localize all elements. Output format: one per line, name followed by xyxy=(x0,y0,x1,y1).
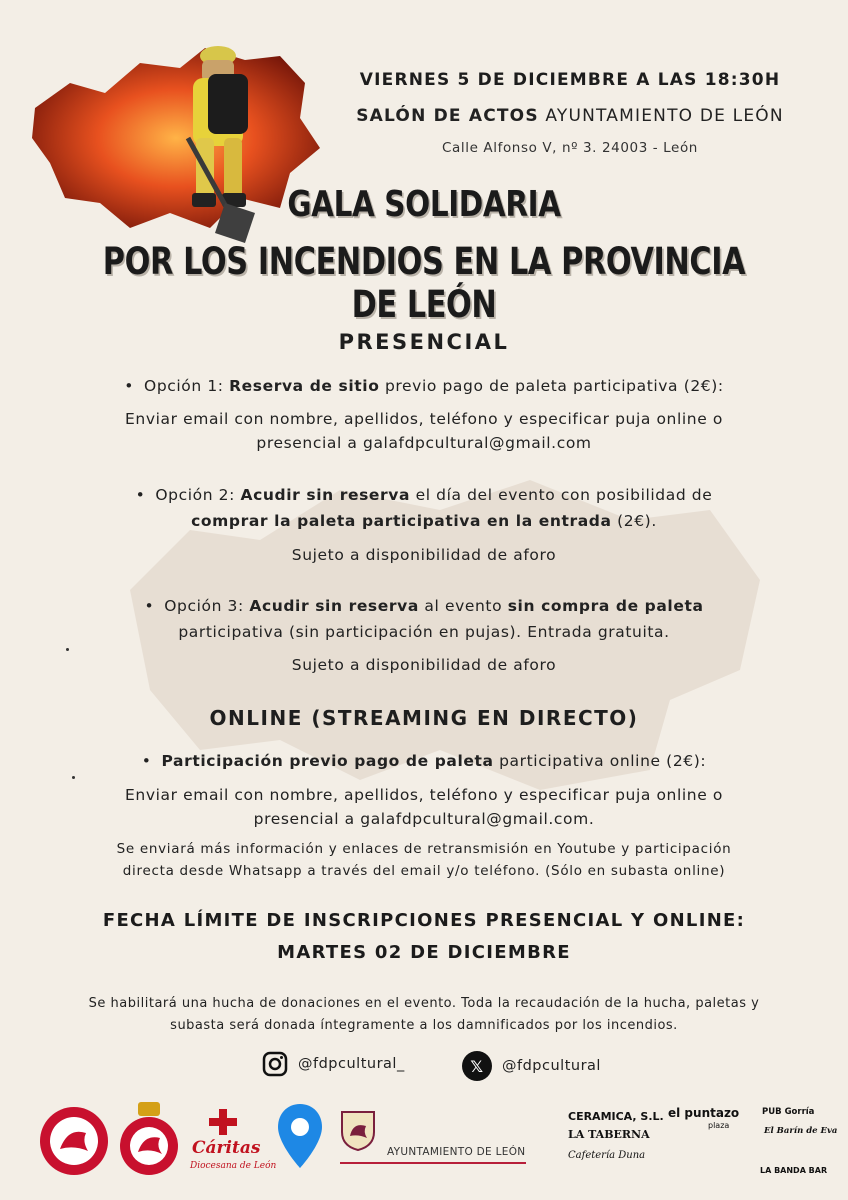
ayuntamiento-logo-rule xyxy=(340,1162,526,1164)
online-heading: ONLINE (STREAMING EN DIRECTO) xyxy=(209,706,639,730)
event-venue-rest: AYUNTAMIENTO DE LEÓN xyxy=(538,106,784,126)
main-subtitle: POR LOS INCENDIOS EN LA PROVINCIA DE LEÓN xyxy=(102,240,746,326)
sponsor-el-barin-de-eva: El Barín de Eva xyxy=(764,1126,838,1136)
event-date: VIERNES 5 DE DICIEMBRE A LAS 18:30H xyxy=(359,70,781,90)
option-1-label: Opción 1: xyxy=(144,377,230,395)
online-detail-2: presencial a galafdpcultural@gmail.com. xyxy=(253,810,595,828)
online-rest: participativa online (2€): xyxy=(493,752,707,770)
deadline-line-1: FECHA LÍMITE DE INSCRIPCIONES PRESENCIAL Y ONLINE: xyxy=(102,910,746,931)
federacion-penas-logo xyxy=(38,1105,110,1177)
option-1-bold: Reserva de sitio xyxy=(229,377,380,395)
stray-dot xyxy=(66,648,69,651)
online-bold: Participación previo pago de paleta xyxy=(161,752,494,770)
instagram-handle: @fdpcultural_ xyxy=(298,1056,405,1072)
option-1-detail-2: presencial a galafdpcultural@gmail.com xyxy=(256,434,592,452)
sponsor-la-taberna: LA TABERNA xyxy=(568,1128,650,1141)
option-1-detail-1: Enviar email con nombre, apellidos, teléfono y especificar puja online o xyxy=(125,410,723,428)
caritas-logo-text: Cáritas xyxy=(192,1138,261,1158)
option-2-bold-2: comprar la paleta participativa en la entrada xyxy=(191,512,612,530)
sponsor-pub-gorria: PUB Gorría xyxy=(762,1107,815,1117)
option-3-bold: Acudir sin reserva xyxy=(249,597,419,615)
option-2-price: (2€). xyxy=(611,512,657,530)
x-icon: 𝕏 xyxy=(462,1051,492,1081)
x-link[interactable] xyxy=(462,1051,601,1081)
ayuntamiento-logo-text: AYUNTAMIENTO DE LEÓN xyxy=(387,1146,526,1158)
option-3-bold-2: sin compra de paleta xyxy=(507,597,704,615)
instagram-link[interactable] xyxy=(262,1051,405,1077)
escuela-leonesa-logo xyxy=(118,1100,180,1178)
option-2-line xyxy=(0,486,848,504)
online-info-1: Se enviará más información y enlaces de retransmisión en Youtube y participación xyxy=(116,841,732,857)
option-3-note: Sujeto a disponibilidad de aforo xyxy=(291,656,557,674)
sponsor-el-puntazo-sub: plaza xyxy=(708,1121,730,1130)
option-1-rest: previo pago de paleta participativa (2€): xyxy=(379,377,724,395)
option-2-note: Sujeto a disponibilidad de aforo xyxy=(291,546,557,564)
event-venue-bold: SALÓN DE ACTOS xyxy=(356,106,539,126)
location-pin-icon xyxy=(275,1102,325,1170)
sponsor-el-puntazo: el puntazo xyxy=(668,1106,740,1120)
option-3-mid: al evento xyxy=(418,597,508,615)
event-address: Calle Alfonso V, nº 3. 24003 - León xyxy=(442,140,698,156)
option-1-line xyxy=(0,377,848,395)
presencial-heading: PRESENCIAL xyxy=(338,330,510,354)
donation-line-1: Se habilitará una hucha de donaciones en el evento. Toda la recaudación de la hucha, paletas y xyxy=(88,996,760,1011)
option-3-line xyxy=(0,597,848,615)
caritas-logo-subtext: Diocesana de León xyxy=(190,1161,277,1171)
stray-dot-2 xyxy=(72,776,75,779)
deadline-line-2: MARTES 02 DE DICIEMBRE xyxy=(277,942,571,963)
event-venue xyxy=(300,106,840,126)
event-info xyxy=(300,70,840,156)
option-3-label: Opción 3: xyxy=(164,597,250,615)
sponsor-ceramica: CERAMICA, S.L. xyxy=(568,1110,664,1123)
option-2-label: Opción 2: xyxy=(155,486,241,504)
option-3-line-2: participativa (sin participación en pujas). Entrada gratuita. xyxy=(178,623,670,641)
option-2-rest: el día del evento con posibilidad de xyxy=(410,486,713,504)
ayuntamiento-shield-icon xyxy=(340,1108,376,1152)
main-title: GALA SOLIDARIA xyxy=(287,184,561,225)
option-2-bold: Acudir sin reserva xyxy=(240,486,411,504)
option-2-line-2 xyxy=(0,512,848,530)
online-line xyxy=(0,752,848,770)
online-detail-1: Enviar email con nombre, apellidos, teléfono y especificar puja online o xyxy=(125,786,723,804)
donation-line-2: subasta será donada íntegramente a los damnificados por los incendios. xyxy=(170,1018,678,1033)
sponsor-la-banda-bar: LA BANDA BAR xyxy=(760,1166,828,1175)
online-info-2: directa desde Whatsapp a través del email y/o teléfono. (Sólo en subasta online) xyxy=(122,863,726,879)
sponsor-cafeteria-duna: Cafetería Duna xyxy=(568,1150,646,1161)
x-handle: @fdpcultural xyxy=(502,1058,601,1074)
instagram-icon xyxy=(262,1051,288,1077)
caritas-cross-icon xyxy=(207,1107,239,1137)
